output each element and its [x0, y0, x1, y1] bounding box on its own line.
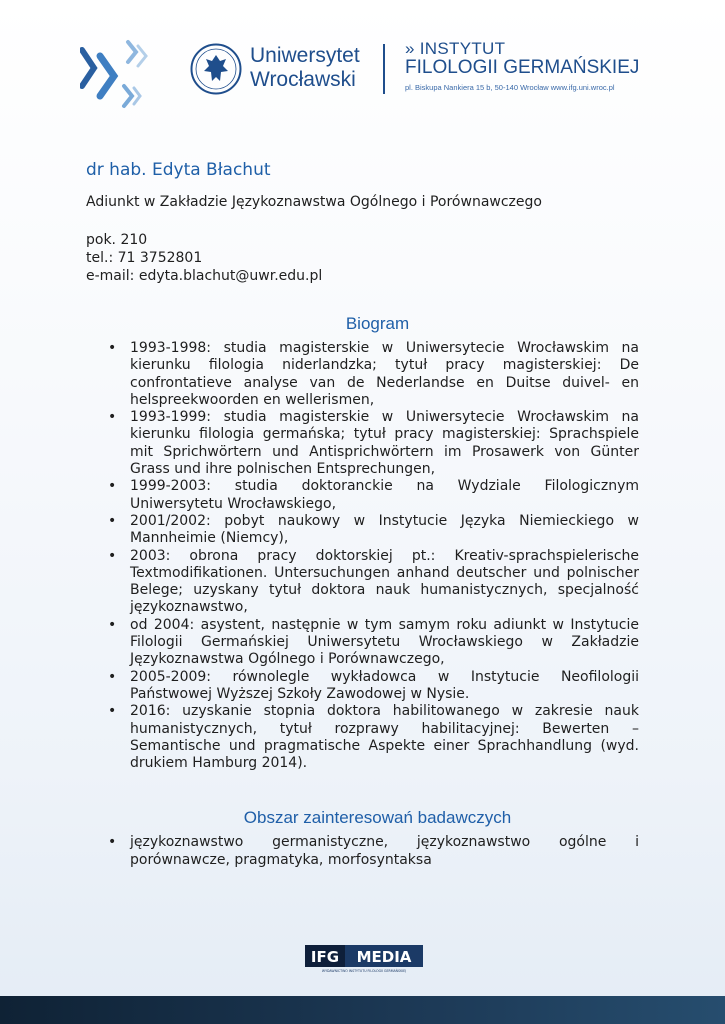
university-seal-icon [190, 43, 242, 95]
document-body [86, 160, 639, 869]
list-item [108, 834, 639, 869]
email-address: e-mail: edyta.blachut@uwr.edu.pl [86, 268, 323, 284]
ifg-media-logo [305, 945, 423, 973]
list-item-text: 1993-1999: studia magisterskie w Uniwersytecie Wrocławskim na kierunku filologia germańska; tytuł pracy magisterskiej: Sprachspiele mit Sprichwörtern und Antisprichwörtern im Prosawerk von Günter Grass und ihre polnischen Entsprechungen, [130, 409, 639, 478]
list-item-text: 2005-2009: równolegle wykładowca w Instytucie Neofilologii Państwowej Wyższej Szkoły Zawodowej w Nysie. [130, 668, 639, 702]
list-item-text: językoznawstwo germanistyczne, językoznawstwo ogólne i porównawcze, pragmatyka, morfosyntaksa [130, 834, 639, 868]
list-item [108, 547, 639, 617]
list-item [108, 668, 639, 704]
letterhead [0, 0, 725, 130]
list-item [108, 703, 639, 772]
institute-block [405, 40, 639, 92]
interests-heading: Obszar zainteresowań badawczych [243, 808, 512, 828]
bullet: • [108, 478, 117, 495]
bullet: • [108, 340, 117, 356]
biogram-list [86, 340, 639, 772]
bullet: • [108, 512, 117, 529]
list-item [108, 616, 639, 669]
contact-block [86, 231, 639, 285]
logo-text-ifg: IFG [310, 948, 340, 966]
list-item [108, 340, 639, 409]
university-name-line2: Wrocławski [250, 68, 356, 91]
list-item-text: 1999-2003: studia doktoranckie na Wydziale Filologicznym Uniwersytetu Wrocławskiego, [130, 478, 639, 512]
bullet: • [108, 668, 117, 685]
logo-text-media: MEDIA [356, 948, 412, 966]
person-position: Adiunkt w Zakładzie Językoznawstwa Ogólnego i Porównawczego [86, 194, 542, 210]
bullet: • [108, 703, 117, 720]
institute-name: FILOLOGII GERMAŃSKIEJ [405, 57, 640, 78]
bullet: • [108, 616, 117, 633]
interests-list [86, 834, 639, 869]
chevrons-logo-icon [80, 38, 160, 110]
header-divider [383, 44, 385, 94]
list-item-text: 2016: uzyskanie stopnia doktora habilitowanego w zakresie nauk humanistycznych, tytuł rozprawy habilitacyjnej: Bewerten – Semantische und pragmatische Aspekte einer Sprachhandlung (wyd. drukiem Hamburg 2014). [130, 703, 639, 772]
university-name-line1: Uniwersytet [250, 44, 360, 67]
list-item-text: 1993-1998: studia magisterskie w Uniwersytecie Wrocławskim na kierunku filologia niderlandzka; tytuł pracy magisterskiej: De confrontatieve analyse van de Nederlandse en Duitse duivel- en helspreekwoorden en wellerismen, [130, 340, 639, 408]
biogram-heading: Biogram [345, 314, 410, 333]
list-item-text: 2001/2002: pobyt naukowy w Instytucie Języka Niemieckiego w Mannheimie (Niemcy), [130, 512, 639, 547]
university-name [250, 44, 360, 92]
institute-address: pl. Biskupa Nankiera 15 b, 50-140 Wrocław www.ifg.uni.wroc.pl [405, 83, 615, 92]
footer-bar [0, 996, 725, 1024]
bullet: • [108, 834, 117, 851]
list-item-text: od 2004: asystent, następnie w tym samym roku adiunkt w Instytucie Filologii Germańskiej Uniwersytetu Wrocławskiego w Zakładzie Językoznawstwa Ogólnego i Porównawczego, [130, 616, 639, 668]
person-name: dr hab. Edyta Błachut [86, 160, 271, 180]
phone-number: tel.: 71 3752801 [86, 250, 203, 266]
bullet: • [108, 409, 117, 426]
list-item [108, 478, 639, 513]
bullet: • [108, 547, 117, 564]
list-item [108, 409, 639, 478]
institute-label: » INSTYTUT [405, 39, 506, 58]
list-item-text: 2003: obrona pracy doktorskiej pt.: Kreativ-sprachspielerische Textmodifikationen. Untersuchungen anhand deutscher und polnischer Belege; uzyskany tytuł doktora nauk humanistycznych, specjalność językoznawstwo, [130, 547, 639, 616]
room-number: pok. 210 [86, 232, 148, 248]
list-item [108, 512, 639, 548]
logo-tagline: WYDAWNICTWO INSTYTUTU FILOLOGII GERMAŃSKIEJ [321, 969, 407, 973]
